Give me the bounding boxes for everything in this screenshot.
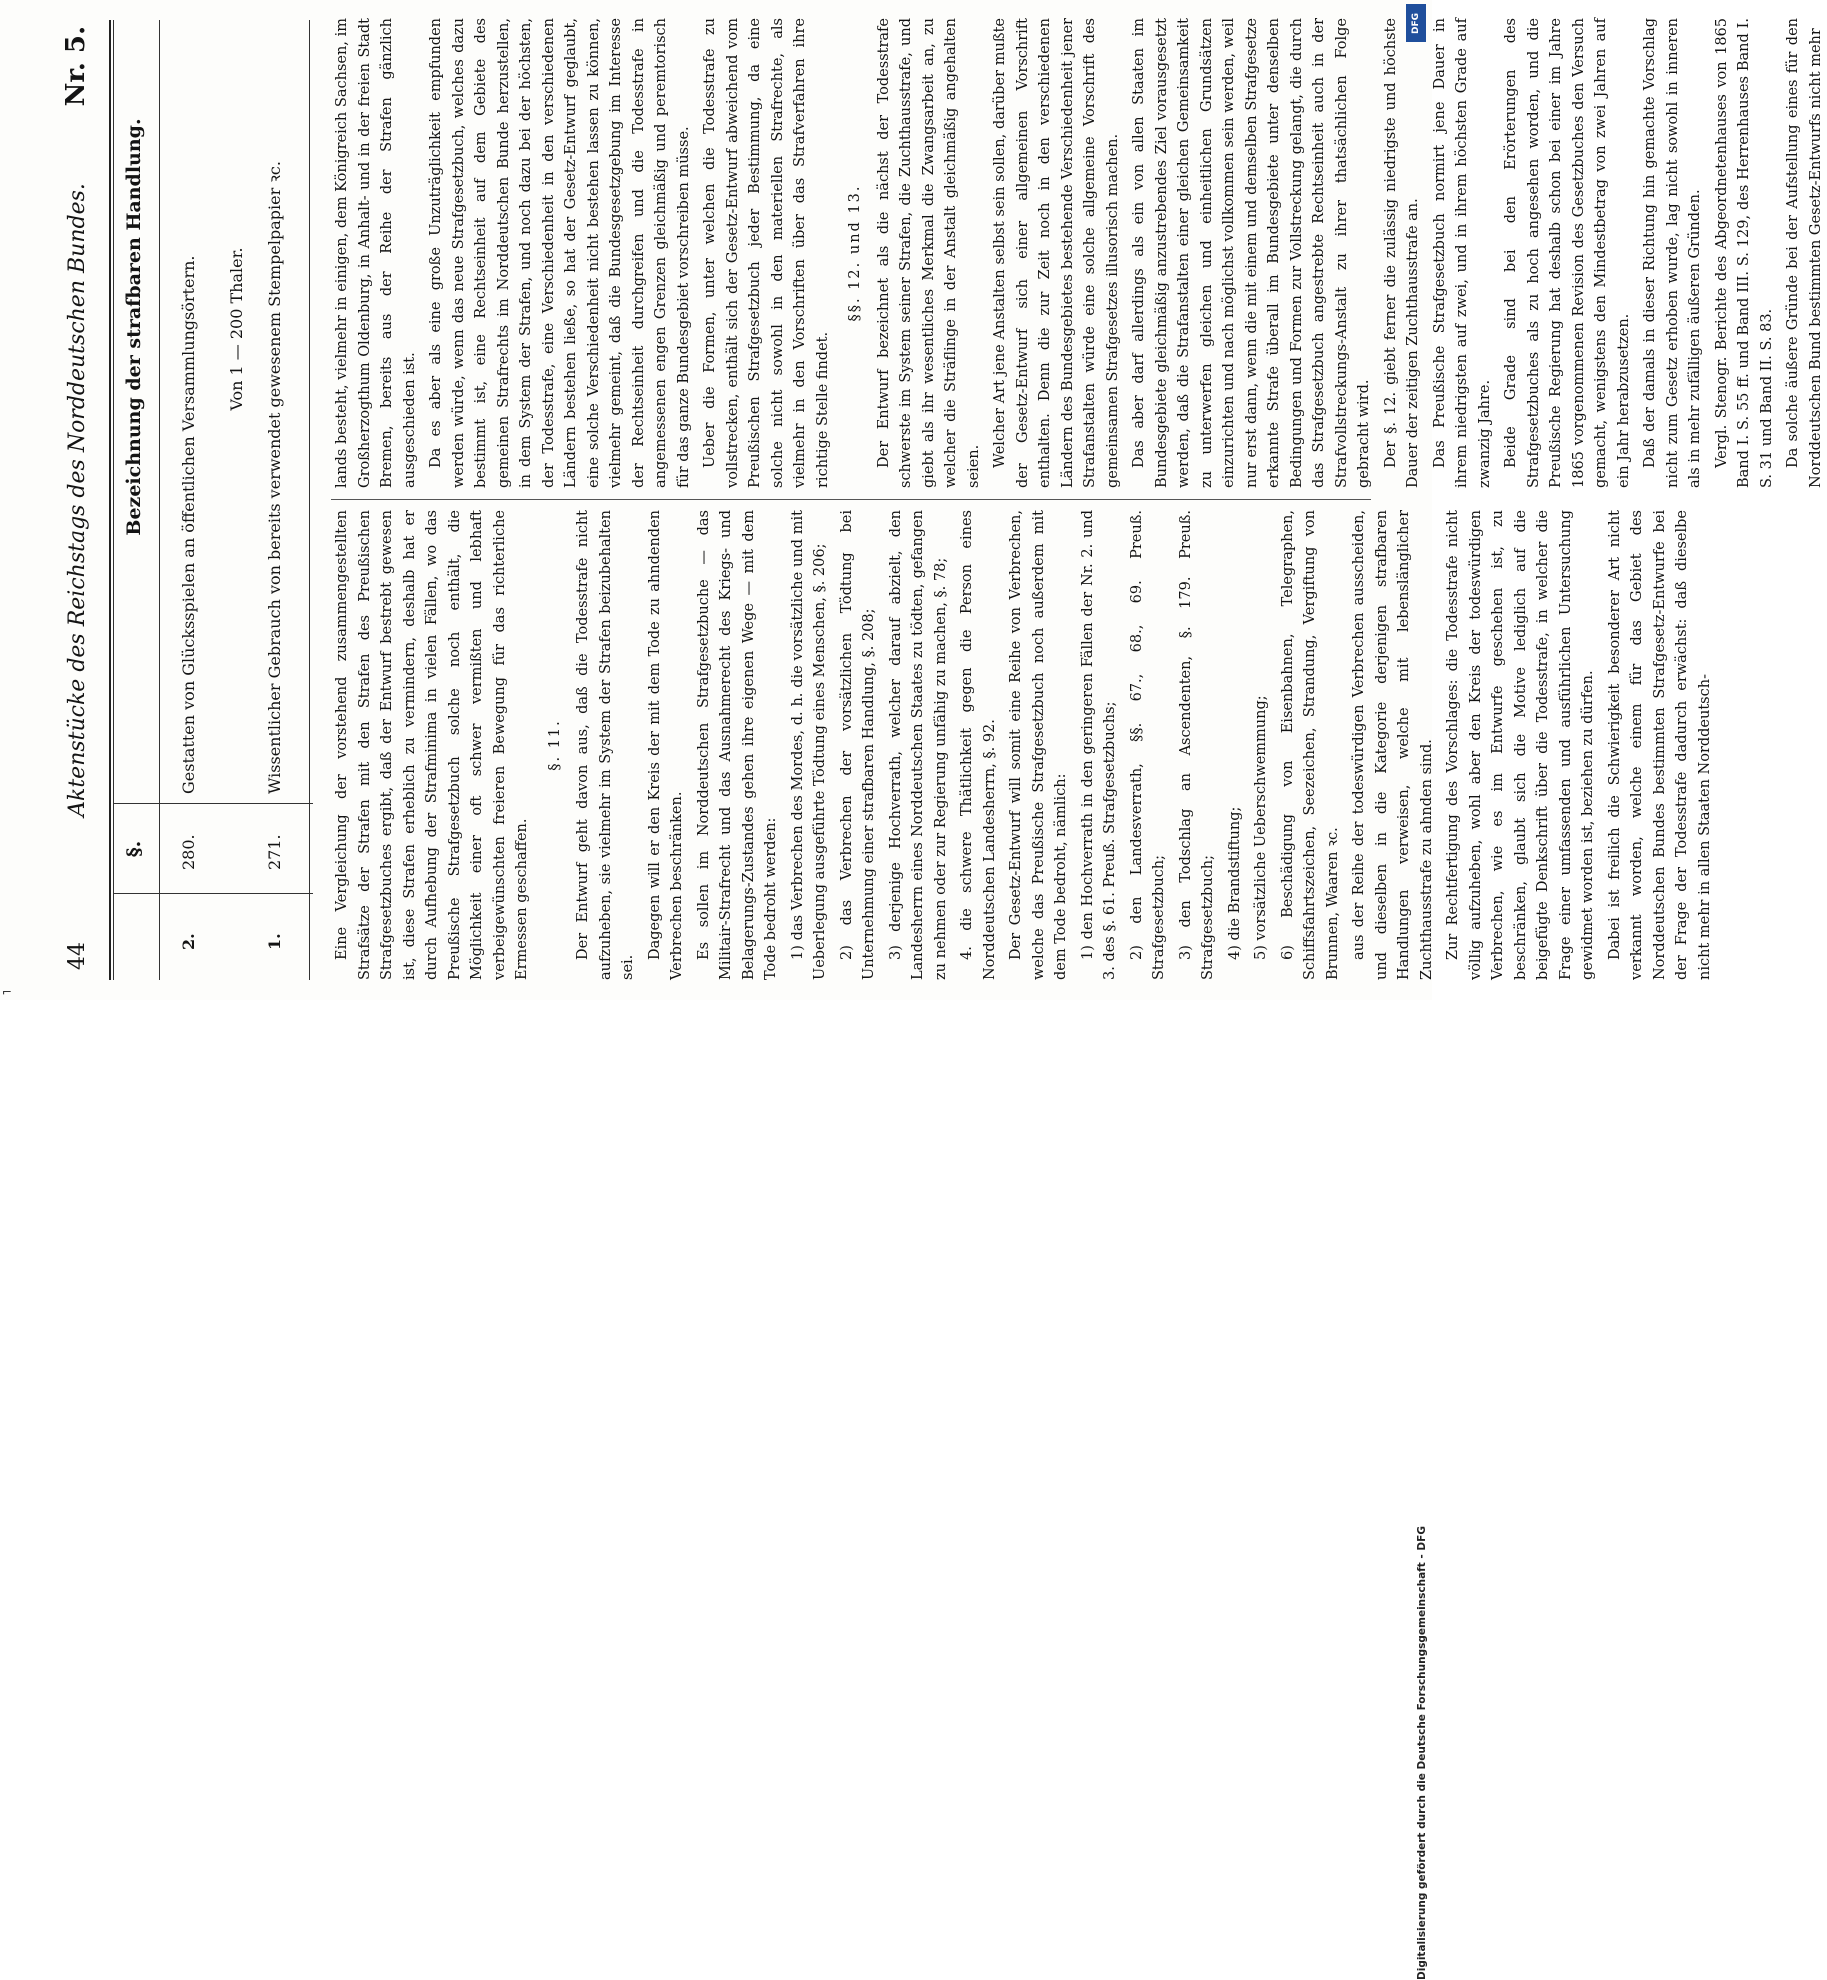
list-item: 6) Beschädigung von Eisenbahnen, Telegraphen, Schiffsfahrtszeichen, Seezeichen, Strandung, Vergiftung von Brunnen, Waaren ꝛc. [1279, 510, 1341, 980]
table-row-number: 1. [265, 933, 284, 950]
page-title: Aktenstücke des Reichstags des Norddeutschen Bundes. [65, 183, 90, 817]
paragraph: Da es aber als eine große Unzuträglichkeit empfunden werden würde, wenn das neue Strafgesetzbuch, welches dazu bestimmt ist, eine Rechtseinheit auf dem Gebiete des gemeinen Strafrechts im Norddeutschen Bunde herzustellen, in dem System der Strafen, und noch dazu bei der höchsten, der Todesstrafe, eine Verschiedenheit in den verschiedenen Ländern bestehen ließe, so hat der Gesetz-Entwurf geglaubt, eine solche Verschiedenheit nicht bestehen lassen zu können, vielmehr gemeint, daß die Bundesgesetzgebung im Interesse der Rechtseinheit durchgreifen und die Todesstrafe in angemessenen engen Grenzen gleichmäßig und peremtorisch für das ganze Bundesgebiet vorschreiben müsse. [428, 18, 692, 488]
table-row-offense: Wissentlicher Gebrauch von bereits verwendet gewesenem Stempelpapier ꝛc. [265, 161, 284, 794]
paragraph: aus der Reihe der todeswürdigen Verbrechen ausscheiden, und dieselben in die Kategorie derjenigen strafbaren Handlungen verweisen, welche mit lebenslänglicher Zuchthausstrafe zu ahnden sind. [1351, 510, 1435, 980]
section-heading: §. 11. [546, 719, 563, 771]
table-header-offense: Bezeichnung der strafbaren Handlung. [123, 118, 145, 536]
paragraph: Das aber darf allerdings als ein von allen Staaten im Bundesgebiete gleichmäßig anzustrebendes Ziel vorausgesetzt werden, daß die Strafanstalten einer gleichen Gemeinsamkeit zu unterwerfen gleichen und einheitlichen Grundsätzen einzurichten und nach möglichst vollkommen sein werden, weil nur erst dann, wenn die mit einem und demselben Strafgesetze erkannte Strafe überall im Bundesgebiete unter denselben Bedingungen und Formen zur Vollstreckung gelangt, die durch das Strafgesetzbuch angestrebte Rechtseinheit auch in der Strafvollstreckungs-Anstalt zu ihrer thatsächlichen Folge gebracht wird. [1131, 18, 1372, 488]
list-item: 3) derjenige Hochverrath, welcher darauf abzielt, den Landesherrn eines Norddeutschen Staates zu tödten, gefangen zu nehmen oder zur Regierung unfähig zu machen, §. 78; [887, 510, 949, 980]
paragraph: Vergl. Stenogr. Berichte des Abgeordnetenhauses von 1865 Band I. S. 55 ff. und Band III. S. 129, des Herrenhauses Band I. S. 31 und Band II. S. 83. [1713, 18, 1775, 488]
paragraph: Da solche äußere Gründe bei der Aufstellung eines für den Norddeutschen Bund bestimmten Gesetz-Entwurfs nicht mehr [1785, 18, 1824, 488]
table-row-number: 2. [179, 933, 198, 950]
scan-corner-mark: ⌐ [2, 985, 13, 999]
paragraph: Dagegen will er den Kreis der mit dem Tode zu ahndenden Verbrechen beschränken. [646, 510, 685, 980]
list-item: 1) den Hochverrath in den geringeren Fällen der Nr. 2. und 3. des §. 61. Preuß. Strafgesetzbuchs; [1079, 510, 1118, 980]
paragraph: Zur Rechtfertigung des Vorschlages: die Todesstrafe nicht völlig aufzuheben, wohl aber den Kreis der todeswürdigen Verbrechen, wie es im Entwurfe geschehen ist, zu beschränken, glaubt sich die Motive lediglich auf die beigefügte Denkschrift über die Todesstrafe, in welcher die Frage einer umfassenden und ausführlichen Untersuchung gewidmet worden ist, beziehen zu dürfen. [1445, 510, 1596, 980]
digitization-credit-text: Digitalisierung gefördert durch die Deutsche Forschungsgemeinschaft - DFG [1416, 1526, 1428, 1980]
paragraph: Eine Vergleichung der vorstehend zusammengestellten Strafsätze der Strafen mit den Strafen des Preußischen Strafgesetzbuches ergibt, daß der Entwurf bestrebt gewesen ist, diese Strafen erheblich zu vermindern, deshalb hat er durch Aufhebung der Strafminima in vielen Fällen, wo das Preußische Strafgesetzbuch solche noch enthält, die Möglichkeit einer oft schwer vermißten und lebhaft verbeigewünschten freieren Bewegung für das richterliche Ermessen geschaffen. [334, 510, 530, 980]
table-row-paragraph: 280. [179, 834, 198, 870]
left-column [331, 510, 1713, 980]
dfg-logo: DFG [1406, 4, 1426, 42]
list-item: 2) das Verbrechen der vorsätzlichen Tödtung bei Unternehmung einer strafbaren Handlung, §. 208; [838, 510, 877, 980]
paragraph: Das Preußische Strafgesetzbuch normirt jene Dauer in ihrem niedrigsten auf zwei, und in ihrem höchsten Grade auf zwanzig Jahre. [1431, 18, 1493, 488]
page-number: 44 [65, 942, 90, 970]
list-item: 3) den Todschlag an Ascendenten, §. 179. Preuß. Strafgesetzbuch; [1177, 510, 1216, 980]
paragraph: Der Entwurf geht davon aus, daß die Todesstrafe nicht aufzuheben, sie vielmehr im System der Strafen beizubehalten sei. [575, 510, 636, 980]
list-item: 2) den Landesverrath, §§. 67., 68., 69. Preuß. Strafgesetzbuch; [1128, 510, 1167, 980]
list-item: 5) vorsätzliche Ueberschwemmung; [1253, 695, 1269, 960]
penalty-range-heading: Von 1 — 200 Thaler. [227, 247, 246, 411]
digitization-credit [1406, 0, 1428, 1980]
table-row-paragraph: 271. [265, 834, 284, 870]
paragraph: Beide Grade sind bei den Erörterungen des Strafgesetzbuches als zu hoch angesehen worden, und die Preußische Regierung hat deshalb schon bei einer im Jahre 1865 vorgenommenen Revision des Gesetzbuches den Versuch gemacht, wenigstens den Mindestbetrag von zwei Jahren auf ein Jahr herabzusetzen. [1503, 18, 1632, 488]
paragraph: Der Entwurf bezeichnet als die nächst der Todesstrafe schwerste im System seiner Strafen, die Zuchthausstrafe, und giebt als ihr wesentliches Merkmal die Zwangsarbeit an, zu welcher die Sträflinge in der Anstalt gleichmäßig angehalten seien. [875, 18, 982, 488]
paragraph: lands besteht, vielmehr in einigen, dem Königreich Sachsen, im Großherzogthum Oldenburg, in Anhalt- und in der freien Stadt Bremen, bereits aus der Reihe der Strafen gänzlich ausgeschieden ist. [334, 18, 418, 488]
list-item: 1) das Verbrechen des Mordes, d. h. die vorsätzliche und mit Ueberlegung ausgeführte Tödtung eines Menschen, §. 206; [789, 510, 828, 980]
column-divider [331, 499, 1371, 500]
section-heading: §§. 12. und 13. [847, 184, 863, 322]
document-number: Nr. 5. [61, 26, 91, 107]
paragraph: Welcher Art jene Anstalten selbst sein sollen, darüber mußte der Gesetz-Entwurf sich einer allgemeinen Vorschrift enthalten. Denn die zur Zeit noch in den verschiedenen Ländern des Bundesgebietes bestehende Verschiedenheit jener Strafanstalten würde eine solche allgemeine Vorschrift des gemeinsamen Strafgesetzes illusorisch machen. [992, 18, 1121, 488]
table-header-paragraph: §. [123, 840, 145, 858]
paragraph: Ueber die Formen, unter welchen die Todesstrafe zu vollstrecken, enthält sich der Gesetz-Entwurf abweichend vom Preußischen Strafgesetzbuch jeder Bestimmung, da eine solche nicht sowohl in den materiellen Strafrechte, als vielmehr in den Vorschriften über das Strafverfahren ihre richtige Stelle findet. [702, 18, 831, 488]
list-item: 4) die Brandstiftung; [1226, 806, 1243, 960]
paragraph: Der §. 12. giebt ferner die zulässig niedrigste und höchste Dauer der zeitigen Zuchthausstrafe an. [1382, 18, 1421, 488]
offense-table [113, 20, 313, 980]
paragraph: Es sollen im Norddeutschen Strafgesetzbuche — das Militair-Strafrecht und das Ausnahmerecht des Kriegs- und Belagerungs-Zustandes gehen ihre eigenen Wege — mit dem Tode bedroht werden: [695, 510, 779, 980]
table-row-offense: Gestatten von Glücksspielen an öffentlichen Versammlungsörtern. [179, 255, 198, 794]
list-item: 4. die schwere Thätlichkeit gegen die Person eines Norddeutschen Landesherrn, §. 92. [959, 510, 998, 980]
page-header [51, 20, 111, 980]
paragraph: Der Gesetz-Entwurf will somit eine Reihe von Verbrechen, welche das Preußische Strafgesetzbuch noch außerdem mit dem Tode bedroht, nämlich: [1008, 510, 1069, 980]
paragraph: Dabei ist freilich die Schwierigkeit besonderer Art nicht verkannt worden, welche einem für das Gebiet des Norddeutschen Bundes bestimmten Strafgesetz-Entwurfe bei der Frage der Todesstrafe dadurch erwächst: daß dieselbe nicht mehr in allen Staaten Norddeutsch- [1606, 510, 1713, 980]
paragraph: Daß der damals in dieser Richtung hin gemachte Vorschlag nicht zum Gesetz erhoben wurde, lag nicht sowohl in inneren als in mehr zufälligen äußeren Gründen. [1642, 18, 1703, 488]
